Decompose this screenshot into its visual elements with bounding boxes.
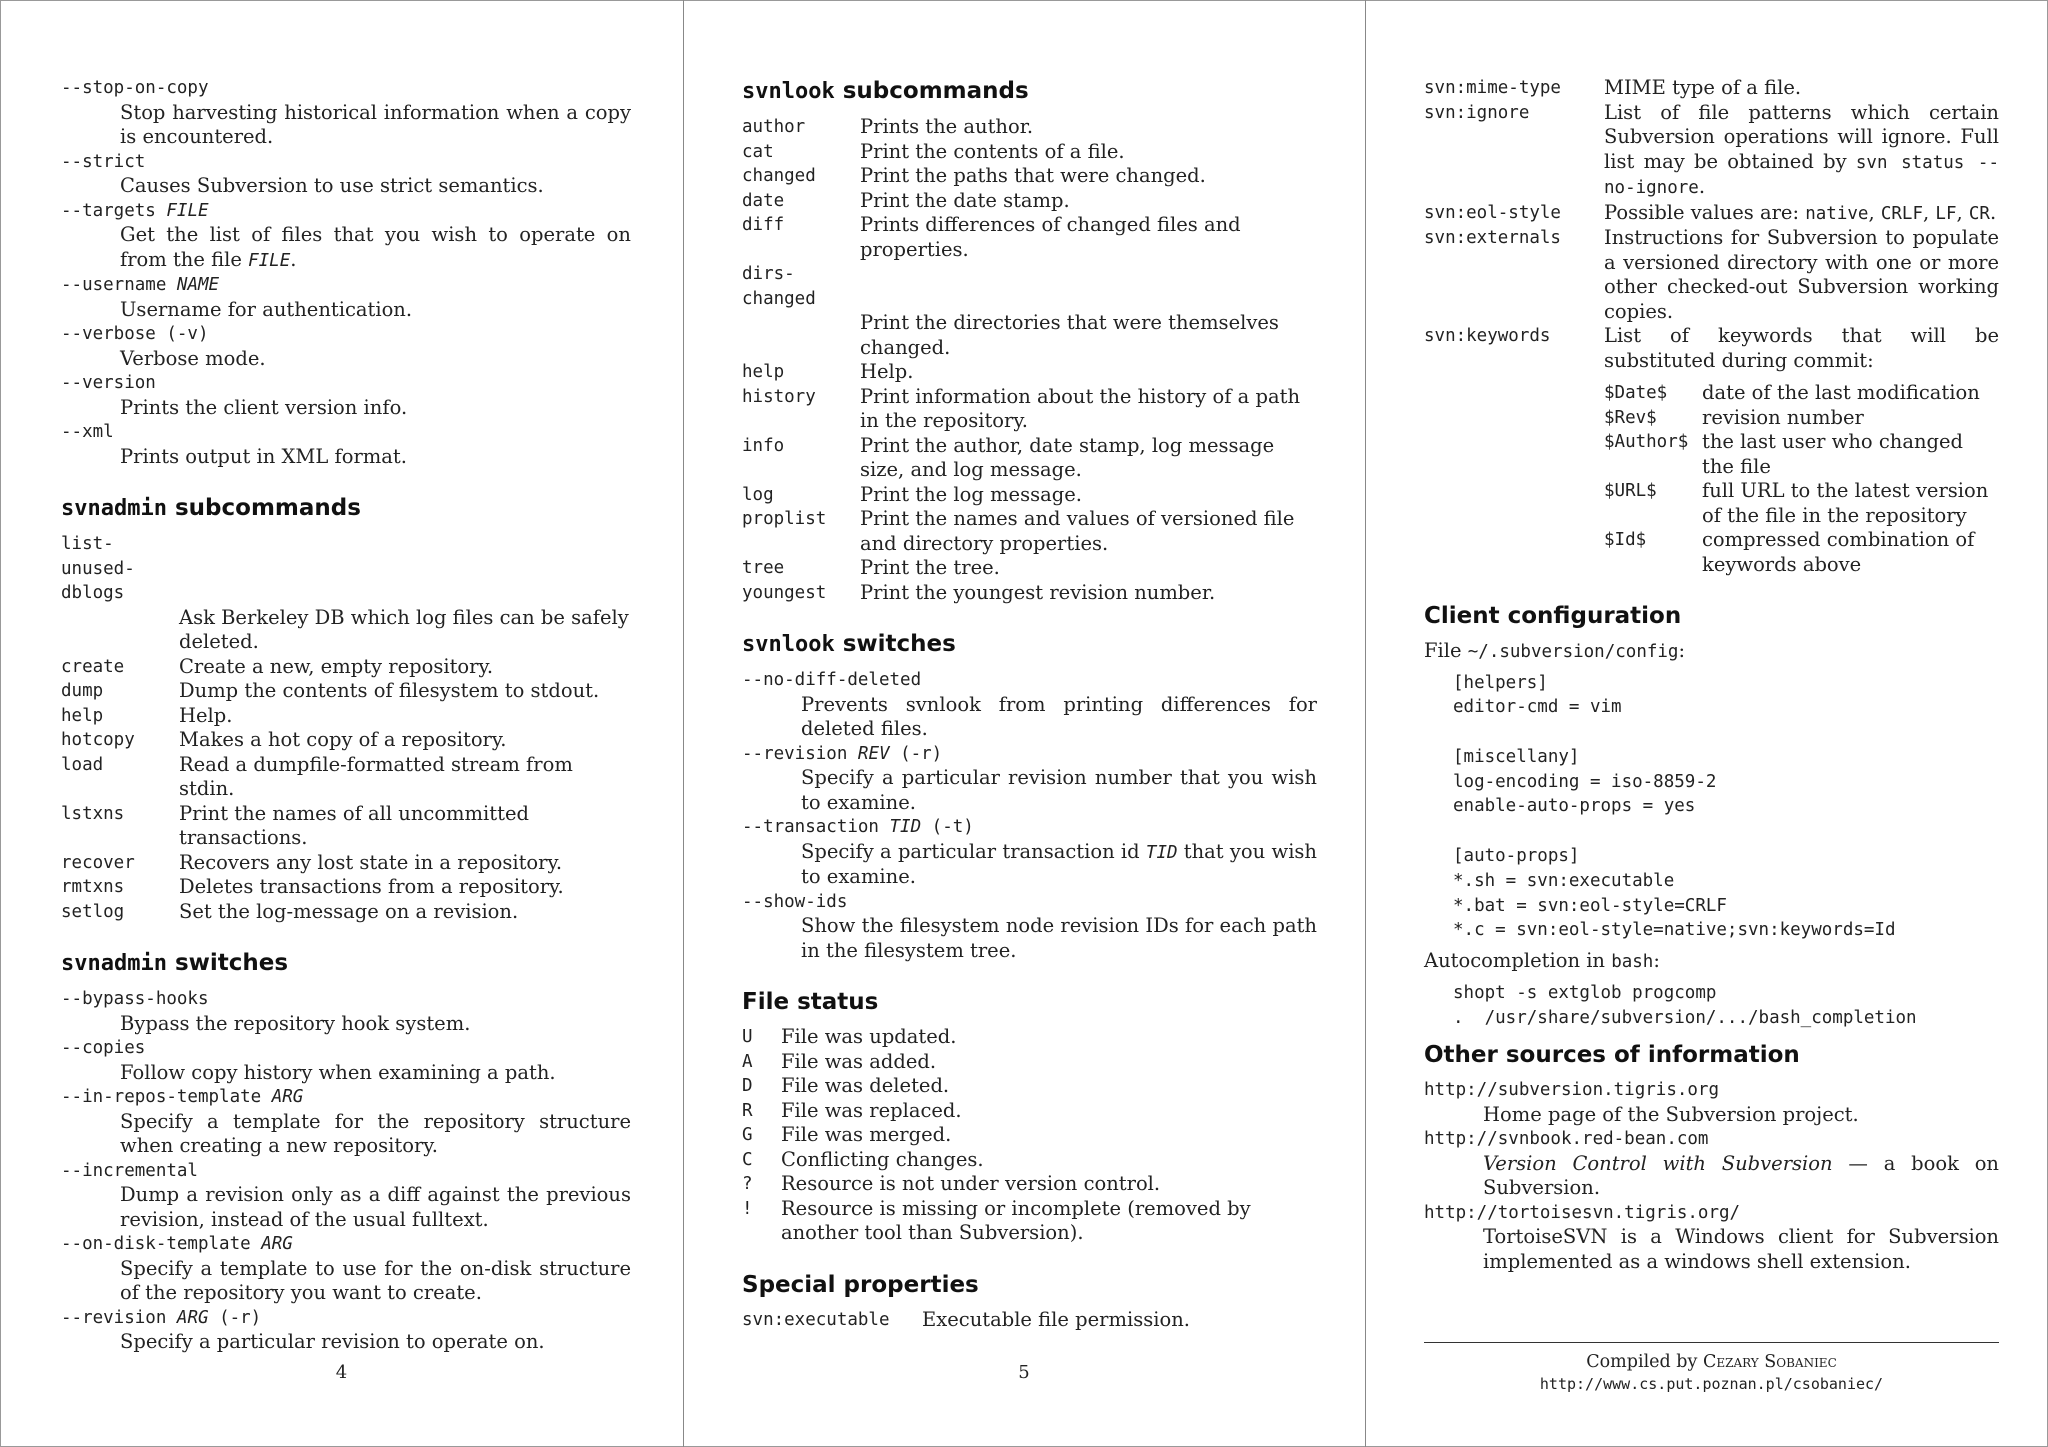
- svnadmin-subcommands-list: [61, 532, 631, 924]
- keyword-row-desc: compressed combination of keywords above: [1702, 528, 1975, 576]
- switch-term: [61, 199, 631, 224]
- status-row: [742, 1025, 1317, 1050]
- switch-name: --revision: [742, 743, 848, 764]
- status-row-desc: File was updated.: [781, 1025, 957, 1048]
- property-row: [1424, 201, 1999, 227]
- switch-desc: Username for authentication.: [120, 297, 413, 321]
- status-row-term: D: [742, 1076, 753, 1096]
- switch-item: [61, 1306, 631, 1355]
- subcommand-row-term: rmtxns: [61, 877, 125, 897]
- status-row-desc: File was merged.: [781, 1123, 952, 1146]
- switch-item: [61, 420, 631, 469]
- source-url[interactable]: http://subversion.tigris.org: [1424, 1080, 1720, 1101]
- switch-item: [742, 890, 1317, 964]
- svnadmin-switches-list: [61, 987, 631, 1355]
- switch-short: (-r): [900, 743, 943, 764]
- source-book-title: Version Control with Subversion: [1483, 1151, 1833, 1175]
- switch-term: [61, 1085, 631, 1110]
- switch-arg: ARG: [271, 1087, 304, 1107]
- status-row-desc: Conflicting changes.: [781, 1147, 984, 1171]
- eol-style-value: native: [1805, 203, 1869, 224]
- subcommand-row: [742, 483, 1317, 508]
- keyword-row: [1604, 479, 1999, 528]
- subcommand-row-desc: Help.: [179, 703, 233, 727]
- keyword-row-term: $Rev$: [1604, 407, 1657, 428]
- switch-term: [61, 987, 631, 1012]
- switch-term: [742, 815, 1317, 840]
- autocompletion-line: Autocompletion in bash:: [1424, 949, 1660, 973]
- subcommand-row-term: log: [742, 484, 774, 505]
- property-desc: MIME type of a file.: [1604, 76, 1802, 99]
- property-row: [1424, 324, 1999, 373]
- svnlook-switches-heading: svnlook switches: [742, 631, 956, 657]
- eol-style-value: LF: [1935, 203, 1957, 224]
- status-row: [742, 1099, 1317, 1124]
- switch-item: [61, 322, 631, 371]
- subcommand-row-desc: Print the tree.: [860, 556, 1000, 579]
- switch-arg: FILE: [166, 200, 209, 221]
- subcommand-row-desc: Recovers any lost state in a repository.: [179, 850, 563, 874]
- switch-arg: REV: [857, 743, 890, 764]
- switch-name: --username: [61, 275, 167, 295]
- page-number: 5: [1018, 1362, 1030, 1383]
- status-row-desc: File was added.: [781, 1049, 937, 1073]
- subcommand-row-desc: Print information about the history of a path in the repository.: [860, 384, 1301, 432]
- subcommand-row-term: cat: [742, 141, 774, 162]
- switch-item: [61, 273, 631, 322]
- keyword-row-term: $Author$: [1604, 432, 1689, 452]
- status-row-term: R: [742, 1100, 753, 1121]
- property-desc: Instructions for Subversion to populate a versioned directory with one or more other checked-out Subversion working copies.: [1604, 226, 1999, 323]
- switch-item: [61, 1085, 631, 1159]
- subcommand-row: [742, 262, 1317, 360]
- status-row: [742, 1172, 1317, 1197]
- switch-desc: Bypass the repository hook system.: [120, 1011, 471, 1035]
- switch-name: --xml: [61, 422, 114, 442]
- source-url[interactable]: http://svnbook.red-bean.com: [1424, 1129, 1709, 1150]
- switch-name: --show-ids: [742, 891, 848, 912]
- keyword-row: [1604, 430, 1999, 479]
- property-row: [1424, 101, 1999, 201]
- subcommand-row-term: dump: [61, 681, 104, 701]
- subcommand-row-term: tree: [742, 558, 785, 578]
- switch-desc: Specify a template to use for the on-disk structure of the repository you want to create.: [120, 1256, 631, 1304]
- switch-term: [742, 742, 1317, 767]
- switch-item: [742, 815, 1317, 890]
- switch-item: [61, 987, 631, 1036]
- switch-term: [61, 1306, 631, 1331]
- subcommand-row: [61, 900, 631, 925]
- switch-term: [61, 150, 631, 175]
- subcommand-row: [61, 851, 631, 876]
- subcommand-row-desc: Prints the author.: [860, 115, 1034, 138]
- special-properties-list-cont: [1424, 76, 1999, 373]
- sources-list: [1424, 1078, 1999, 1274]
- subcommand-row-term: setlog: [61, 901, 125, 922]
- switch-desc-arg: FILE: [248, 250, 291, 271]
- subcommand-row: [742, 556, 1317, 581]
- subcommand-row-desc: Dump the contents of filesystem to stdout.: [179, 679, 600, 702]
- autocompletion-code-block: shopt -s extglob progcomp . /usr/share/subversion/.../bash_completion: [1453, 982, 1917, 1028]
- status-row-term: A: [742, 1051, 753, 1072]
- subcommand-row-desc: Print the paths that were changed.: [860, 164, 1206, 187]
- switch-name: --targets: [61, 200, 156, 221]
- subcommand-row: [742, 115, 1317, 140]
- switch-desc: Dump a revision only as a diff against the previous revision, instead of the usual fulltext.: [120, 1183, 631, 1231]
- subcommand-row: [61, 655, 631, 680]
- switch-name: --copies: [61, 1038, 146, 1058]
- page-number: 4: [335, 1362, 348, 1383]
- switch-name: --verbose (-v): [61, 324, 209, 344]
- status-row: [742, 1074, 1317, 1099]
- svnlook-subcommands-heading: svnlook subcommands: [742, 78, 1029, 104]
- svnadmin-subcommands-heading: svnadmin subcommands: [61, 495, 361, 521]
- switch-term: [61, 273, 631, 298]
- footer-url[interactable]: http://www.cs.put.poznan.pl/csobaniec/: [1539, 1375, 1884, 1393]
- svnadmin-switches-heading: svnadmin switches: [61, 950, 289, 976]
- switch-term: [61, 1232, 631, 1257]
- switch-item: [61, 150, 631, 199]
- subcommand-row-desc: Print the log message.: [860, 482, 1082, 506]
- switch-item: [61, 199, 631, 274]
- eol-style-value: CRLF: [1880, 203, 1923, 224]
- subcommand-row: [742, 164, 1317, 189]
- keyword-row-term: $Date$: [1604, 383, 1668, 403]
- subcommand-row: [742, 189, 1317, 214]
- status-row-desc: File was deleted.: [781, 1074, 950, 1097]
- switch-item: [61, 1159, 631, 1233]
- property-desc: Executable file permission.: [922, 1307, 1190, 1331]
- status-row: [742, 1123, 1317, 1148]
- property-desc: Possible values are: native, CRLF, LF, CR.: [1604, 200, 1997, 224]
- eol-style-value: CR: [1968, 203, 1990, 224]
- switch-name: --incremental: [61, 1160, 198, 1181]
- switch-item: [742, 742, 1317, 816]
- source-item: [1424, 1201, 1999, 1275]
- switch-term: [61, 1036, 631, 1061]
- subcommand-row-term: help: [742, 362, 785, 382]
- keyword-row: [1604, 528, 1999, 577]
- source-item: [1424, 1078, 1999, 1127]
- status-row-term: G: [742, 1125, 753, 1145]
- status-row-desc: File was replaced.: [781, 1098, 962, 1122]
- keyword-row-term: $Id$: [1604, 530, 1647, 550]
- subcommand-row: [742, 385, 1317, 434]
- subcommand-row-desc: Print the directories that were themselves changed.: [860, 311, 1279, 359]
- keyword-row-desc: the last user who changed the file: [1702, 430, 1964, 478]
- switch-arg: NAME: [176, 275, 220, 295]
- other-sources-heading: Other sources of information: [1424, 1042, 1800, 1069]
- subcommand-row-term: hotcopy: [61, 730, 135, 750]
- panel-page-4: [0, 0, 683, 1447]
- switch-term: [61, 322, 631, 347]
- subcommand-row: [742, 140, 1317, 165]
- client-switches-list: [61, 76, 631, 469]
- panel-1-content: [61, 76, 631, 1355]
- switch-desc: Prints the client version info.: [120, 395, 408, 419]
- switch-item: [61, 371, 631, 420]
- switch-item: [61, 1036, 631, 1085]
- switch-arg: ARG: [176, 1307, 209, 1328]
- subcommand-row-term: recover: [61, 852, 135, 873]
- switch-term: [742, 668, 1317, 693]
- special-properties-heading: Special properties: [742, 1271, 979, 1298]
- property-row: [1424, 76, 1999, 101]
- property-desc: List of file patterns which certain Subversion operations will ignore. Full list may be obtained by svn status --no-ignore.: [1604, 100, 2000, 198]
- switch-name: --stop-on-copy: [61, 78, 209, 98]
- panel-back-cover: [1365, 0, 2048, 1447]
- switch-desc: Specify a template for the repository structure when creating a new repository.: [120, 1109, 631, 1157]
- switch-term: [61, 420, 631, 445]
- config-file-line: File ~/.subversion/config:: [1424, 639, 1686, 662]
- property-row: [742, 1308, 1317, 1333]
- property-name: svn:externals: [1424, 228, 1561, 248]
- subcommand-row-desc: Print the names and values of versioned file and directory properties.: [860, 507, 1295, 555]
- subcommand-row-desc: Ask Berkeley DB which log files can be safely deleted.: [179, 605, 629, 653]
- switch-name: --bypass-hooks: [61, 989, 209, 1009]
- status-row-desc: Resource is not under version control.: [781, 1172, 1161, 1195]
- switch-desc: Prevents svnlook from printing differences for deleted files.: [801, 692, 1317, 740]
- special-properties-list-start: [742, 1308, 1317, 1333]
- switch-name: --version: [61, 373, 156, 393]
- panel-page-5: [683, 0, 1365, 1447]
- keyword-row-desc: revision number: [1702, 405, 1864, 429]
- config-code-block: [helpers] editor-cmd = vim [miscellany] log-encoding = iso-8859-2 enable-auto-props = yes [auto-props] *.sh = svn:executable *.bat = svn:eol-style=CRLF *.c = svn:eol-style=native;svn:keywords=Id: [1453, 672, 1896, 941]
- subcommand-row-desc: Set the log-message on a revision.: [179, 899, 519, 923]
- file-status-heading: File status: [742, 989, 879, 1015]
- keyword-row-desc: full URL to the latest version of the file in the repository: [1702, 479, 1989, 527]
- switch-item: [61, 76, 631, 150]
- status-row-term: U: [742, 1027, 753, 1047]
- subcommand-row-desc: Help.: [860, 360, 914, 383]
- status-row: [742, 1148, 1317, 1173]
- switch-short: (-t): [931, 817, 974, 837]
- switch-short: (-r): [219, 1307, 262, 1328]
- switch-arg: TID: [889, 817, 922, 837]
- subcommand-row-desc: Create a new, empty repository.: [179, 654, 494, 678]
- subcommand-row: [61, 704, 631, 729]
- subcommand-row-term: author: [742, 117, 806, 137]
- status-row-desc: Resource is missing or incomplete (removed by another tool than Subversion).: [781, 1196, 1251, 1244]
- subcommand-row: [61, 532, 631, 655]
- switch-item: [61, 1232, 631, 1306]
- switch-name: --strict: [61, 151, 146, 172]
- switch-desc: Get the list of files that you wish to operate on from the file FILE.: [120, 223, 631, 271]
- footer-credit: Compiled by Cezary Sobaniec: [1586, 1352, 1837, 1372]
- file-status-list: [742, 1025, 1317, 1246]
- switch-desc: Prints output in XML format.: [120, 444, 407, 468]
- property-name: svn:eol-style: [1424, 202, 1561, 223]
- switch-desc: Follow copy history when examining a path.: [120, 1060, 556, 1084]
- source-desc: Home page of the Subversion project.: [1483, 1102, 1859, 1126]
- subcommand-row-desc: Print the youngest revision number.: [860, 580, 1216, 604]
- switch-desc: Stop harvesting historical information when a copy is encountered.: [120, 100, 631, 148]
- subcommand-row-desc: Print the date stamp.: [860, 188, 1070, 212]
- svnlook-subcommands-list: [742, 115, 1317, 605]
- switch-term: [61, 76, 631, 101]
- property-row: [1424, 226, 1999, 324]
- switch-item: [742, 668, 1317, 742]
- subcommand-row: [742, 507, 1317, 556]
- property-name: svn:mime-type: [1424, 78, 1561, 98]
- subcommand-row: [742, 434, 1317, 483]
- switch-desc: Specify a particular transaction id TID that you wish to examine.: [801, 839, 1317, 888]
- subcommand-row-desc: Read a dumpfile-formatted stream from stdin.: [179, 752, 573, 800]
- switch-term: [742, 890, 1317, 915]
- switch-name: --revision: [61, 1307, 167, 1328]
- subcommand-row-term: proplist: [742, 509, 827, 529]
- subcommand-row: [742, 213, 1317, 262]
- subcommand-row-term: create: [61, 656, 125, 677]
- subcommand-row-desc: Deletes transactions from a repository.: [179, 875, 564, 898]
- source-item: [1424, 1127, 1999, 1201]
- subcommand-row-desc: Prints differences of changed files and properties.: [860, 213, 1241, 261]
- panel-3-content: [1424, 76, 1999, 1274]
- switch-name: --no-diff-deleted: [742, 670, 922, 690]
- switch-name: --on-disk-template: [61, 1234, 251, 1254]
- subcommand-row-term: history: [742, 386, 816, 407]
- switch-desc-arg: TID: [1145, 842, 1178, 863]
- subcommand-row-desc: Print the names of all uncommitted transactions.: [179, 801, 529, 849]
- subcommand-row-term: date: [742, 190, 785, 211]
- switch-term: [61, 1159, 631, 1184]
- property-name: svn:executable: [742, 1309, 890, 1330]
- switch-name: --in-repos-template: [61, 1087, 262, 1107]
- subcommand-row-term: load: [61, 754, 104, 775]
- footer: [1424, 1342, 1999, 1395]
- keyword-row: [1604, 381, 1999, 406]
- subcommand-row: [742, 360, 1317, 385]
- status-row: [742, 1197, 1317, 1246]
- subcommand-row-term: dirs-changed: [742, 264, 816, 309]
- switch-term: [61, 371, 631, 396]
- switch-desc: Specify a particular revision number that you wish to examine.: [801, 766, 1317, 814]
- source-url[interactable]: http://tortoisesvn.tigris.org/: [1424, 1202, 1741, 1223]
- subcommand-row: [61, 679, 631, 704]
- property-name: svn:ignore: [1424, 102, 1530, 123]
- source-desc: TortoiseSVN is a Windows client for Subversion implemented as a windows shell extension.: [1483, 1225, 1999, 1273]
- status-row-term: C: [742, 1149, 753, 1170]
- switch-arg: ARG: [261, 1234, 293, 1254]
- switch-name: --transaction: [742, 817, 879, 837]
- subcommand-row: [61, 753, 631, 802]
- subcommand-row-term: help: [61, 705, 104, 726]
- subcommand-row-term: list-unused-dblogs: [61, 534, 135, 603]
- subcommand-row-desc: Print the contents of a file.: [860, 139, 1125, 163]
- switch-desc: Show the filesystem node revision IDs for each path in the filesystem tree.: [801, 914, 1317, 962]
- subcommand-row-term: diff: [742, 215, 785, 235]
- subcommand-row-term: changed: [742, 166, 816, 186]
- status-row: [742, 1050, 1317, 1075]
- subcommand-row-term: lstxns: [61, 803, 125, 824]
- subcommand-row-desc: Print the author, date stamp, log message size, and log message.: [860, 433, 1275, 481]
- subcommand-row: [61, 728, 631, 753]
- switch-desc: Causes Subversion to use strict semantics.: [120, 174, 544, 197]
- subcommand-row-term: youngest: [742, 582, 827, 603]
- keyword-row-term: $URL$: [1604, 481, 1657, 501]
- svnlook-switches-list: [742, 668, 1317, 963]
- property-code: svn status --no-ignore: [1604, 152, 2000, 198]
- subcommand-row: [61, 875, 631, 900]
- switch-desc: Verbose mode.: [120, 346, 266, 370]
- keyword-row: [1604, 406, 1999, 431]
- status-row-term: ?: [742, 1174, 753, 1194]
- subcommand-row: [742, 581, 1317, 606]
- subcommand-row-term: info: [742, 435, 785, 456]
- keywords-list: [1604, 381, 1999, 577]
- property-name: svn:keywords: [1424, 326, 1551, 346]
- property-desc: List of keywords that will be substituted during commit:: [1604, 324, 1999, 372]
- subcommand-row: [61, 802, 631, 851]
- status-row-term: !: [742, 1198, 753, 1219]
- client-configuration-heading: Client configuration: [1424, 603, 1682, 629]
- panel-2-content: [742, 76, 1317, 1332]
- subcommand-row-desc: Makes a hot copy of a repository.: [179, 728, 507, 751]
- source-desc: Version Control with Subversion — a book on Subversion.: [1483, 1151, 1999, 1200]
- keyword-row-desc: date of the last modification: [1702, 381, 1980, 404]
- switch-desc: Specify a particular revision to operate on.: [120, 1330, 545, 1353]
